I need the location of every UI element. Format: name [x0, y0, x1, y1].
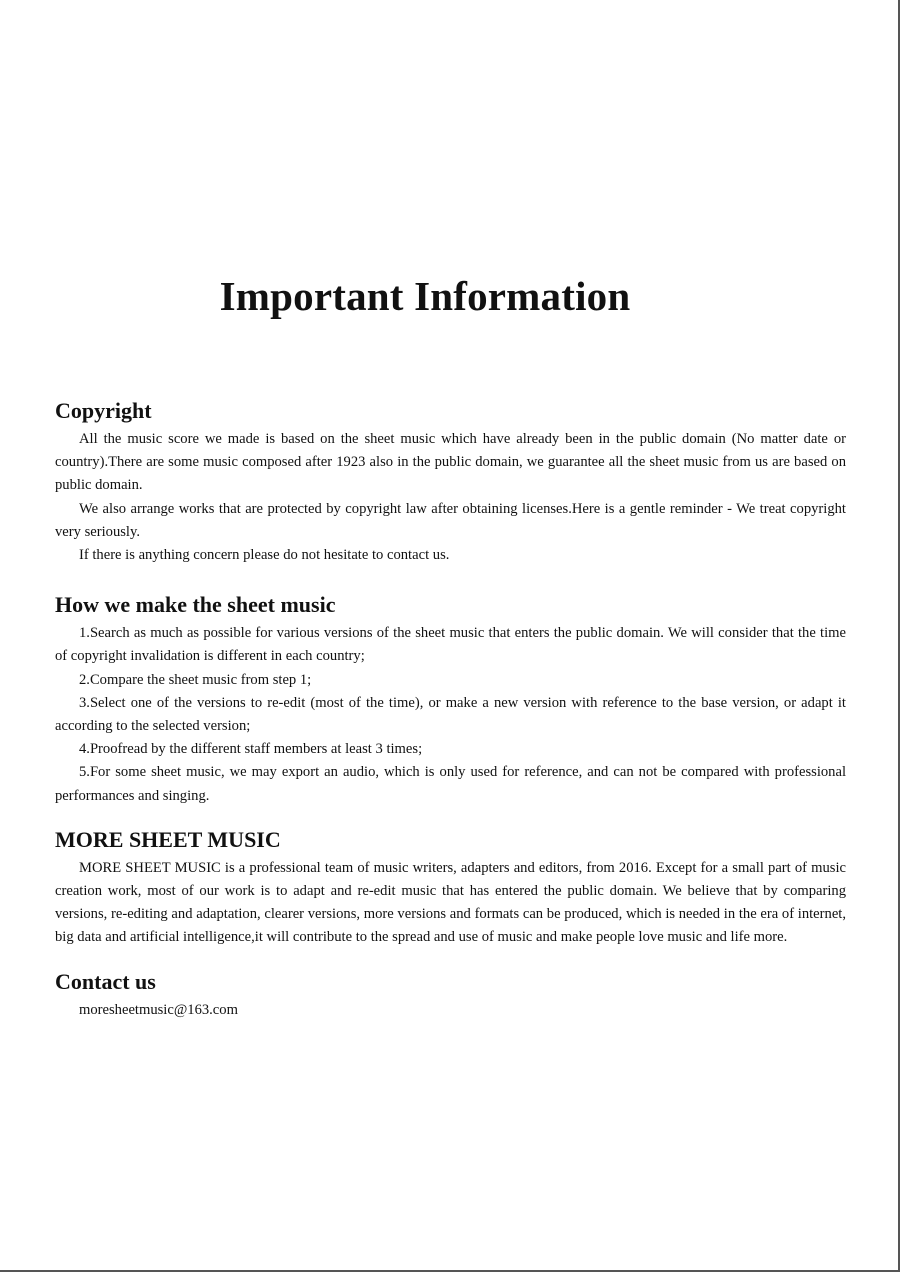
document-body — [55, 394, 846, 1022]
more-sheet-music-heading: MORE SHEET MUSIC — [55, 826, 281, 852]
process-step: 2.Compare the sheet music from step 1; — [79, 671, 312, 688]
contact-heading: Contact us — [55, 968, 156, 994]
copyright-section — [55, 394, 846, 567]
how-we-make-heading: How we make the sheet music — [55, 592, 336, 618]
process-step: 3.Select one of the versions to re-edit (most of the time), or make a new version with reference to the base version, or adapt it according to the selected version; — [55, 694, 846, 735]
more-sheet-music-section — [55, 823, 846, 950]
page-title: Important Information — [219, 273, 631, 319]
contact-section — [55, 965, 846, 1022]
process-step: 1.Search as much as possible for various versions of the sheet music that enters the public domain. We will consider that the time of copyright invalidation is different in each country; — [55, 625, 846, 665]
copyright-paragraph: If there is anything concern please do not hesitate to contact us. — [79, 547, 450, 564]
copyright-paragraph: All the music score we made is based on the sheet music which have already been in the public domain (No matter date or country).There are some music composed after 1923 also in the public domain, we guarantee all the sheet music from us are based on public domain. — [55, 431, 846, 494]
copyright-heading: Copyright — [55, 398, 152, 423]
how-we-make-section — [55, 588, 846, 808]
contact-email[interactable]: moresheetmusic@163.com — [79, 1001, 238, 1018]
copyright-paragraph: We also arrange works that are protected by copyright law after obtaining licenses.Here is a gentle reminder - We treat copyright very seriously. — [55, 500, 846, 540]
more-sheet-music-paragraph: MORE SHEET MUSIC is a professional team of music writers, adapters and editors, from 2016. Except for a small part of music creation work, most of our work is to adapt and re-edit music that has entered the public domain. We believe that by comparing versions, re-editing and adaptation, clearer versions, more versions and formats can be produced, which is needed in the era of internet, big data and artificial intelligence,it will contribute to the spread and use of music and make people love music and life more. — [55, 859, 846, 946]
process-step: 4.Proofread by the different staff members at least 3 times; — [79, 741, 423, 758]
process-step: 5.For some sheet music, we may export an audio, which is only used for reference, and can not be compared with professional performances and singing. — [55, 764, 846, 804]
